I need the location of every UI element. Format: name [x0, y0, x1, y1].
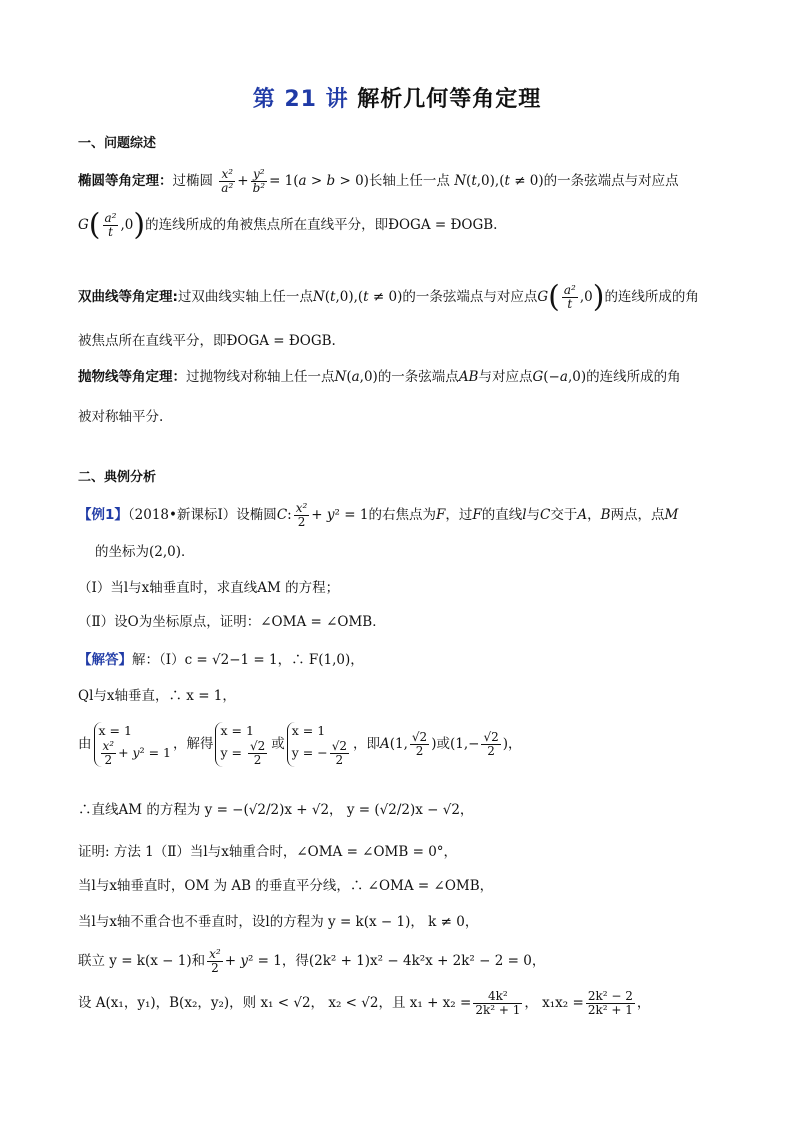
ellipse-theorem-line2: G( $\frac{\text{a²}}{t}$ ,0)的连线所成的角被焦点所在直线平分，即ÐOGA = ÐOGB.: [78, 207, 498, 243]
solution-line-8: 联立 y = k(x − 1)和 $\frac{\text{x²}}{2}$ + y² = 1，得(2k² + 1)x² − 4k²x + 2k² − 2 = 0，: [78, 947, 546, 975]
parabola-theorem-line1: 抛物线等角定理：过抛物线对称轴上任一点N(a,0)的一条弦端点AB与对应点G(−a,0)的连线所成的角: [78, 369, 681, 385]
example-1-line1: 【例1】（2018•新课标Ⅰ）设椭圆C: $\frac{\text{x²}}{2}$ + y² = 1的右焦点为F，过F的直线l与C交于A，B两点，点M: [78, 501, 679, 529]
ellipse-theorem-line1: 椭圆等角定理：过椭圆 $\frac{\text{x²}}{\text{a²}}$ + $\frac{\text{y²}}{\text{b²}}$ = 1(a > b > 0)长轴上任一点 N(t,0),(t ≠ 0)的一条弦端点与对应点: [78, 167, 679, 195]
hyperbola-theorem-line1: 双曲线等角定理:过双曲线实轴上任一点N(t,0),(t ≠ 0)的一条弦端点与对应点G( $\frac{\text{a²}}{t}$ ,0)的连线所成的角: [78, 279, 699, 315]
solution-line-1: 【解答】解：（Ⅰ）c = √2−1 = 1，∴ F(1,0)，: [78, 652, 364, 668]
solution-line-7: 当l与x轴不重合也不垂直时，设l的方程为 y = k(x − 1)， k ≠ 0，: [78, 914, 479, 930]
solution-line-2: Ql与x轴垂直，∴ x = 1，: [78, 688, 236, 704]
solution-tag: 【解答】: [78, 652, 132, 668]
solution-line-3: 由 x = 1 $\frac{\text{x²}}{2}$ + y² = 1 ，解得 x = 1 y = $\frac{√2}{2}$ 或 x = 1 y = − $\frac{√2}{2}$ ，即A(1, $\frac{√2}{2}$ )或(1,− $\frac{√2}{2}$ )，: [78, 723, 522, 767]
lecture-title: 解析几何等角定理: [357, 87, 542, 112]
section-heading-overview: 一、问题综述: [78, 136, 157, 151]
ellipse-theorem-label: 椭圆等角定理：: [78, 173, 173, 189]
section-heading-examples: 二、典例分析: [78, 470, 157, 485]
solution-line-4: ∴直线AM 的方程为 y = −(√2/2)x + √2， y = (√2/2)x − √2，: [78, 802, 474, 818]
solution-line-6: 当l与x轴垂直时，OM 为 AB 的垂直平分线，∴ ∠OMA = ∠OMB，: [78, 878, 494, 894]
parabola-theorem-line2: 被对称轴平分.: [78, 409, 164, 425]
solution-line-5: 证明: 方法 1（Ⅱ）当l与x轴重合时，∠OMA = ∠OMB = 0°，: [78, 844, 458, 860]
page-title: [0, 82, 794, 113]
hyperbola-theorem-label: 双曲线等角定理:: [78, 289, 178, 305]
example-tag: 【例1】: [78, 507, 128, 523]
example-1-line2: 的坐标为(2,0)．: [95, 544, 195, 560]
example-1-question-2: （Ⅱ）设O为坐标原点，证明：∠OMA = ∠OMB．: [78, 614, 386, 630]
solution-line-9: 设 A(x₁，y₁)，B(x₂，y₂)，则 x₁ < √2， x₂ < √2，且 x₁ + x₂ = $\frac{\text{4k²}}{\text{2k² + 1}}$ ， x₁x₂ = $\frac{\text{2k² − 2}}{\text{2k² + 1}}$ ，: [78, 989, 651, 1017]
lecture-number: 第 21 讲: [252, 87, 349, 112]
parabola-theorem-label: 抛物线等角定理：: [78, 369, 186, 385]
example-1-question-1: （Ⅰ）当l与x轴垂直时，求直线AM 的方程；: [78, 580, 340, 596]
hyperbola-theorem-line2: 被焦点所在直线平分，即ÐOGA = ÐOGB.: [78, 333, 336, 349]
